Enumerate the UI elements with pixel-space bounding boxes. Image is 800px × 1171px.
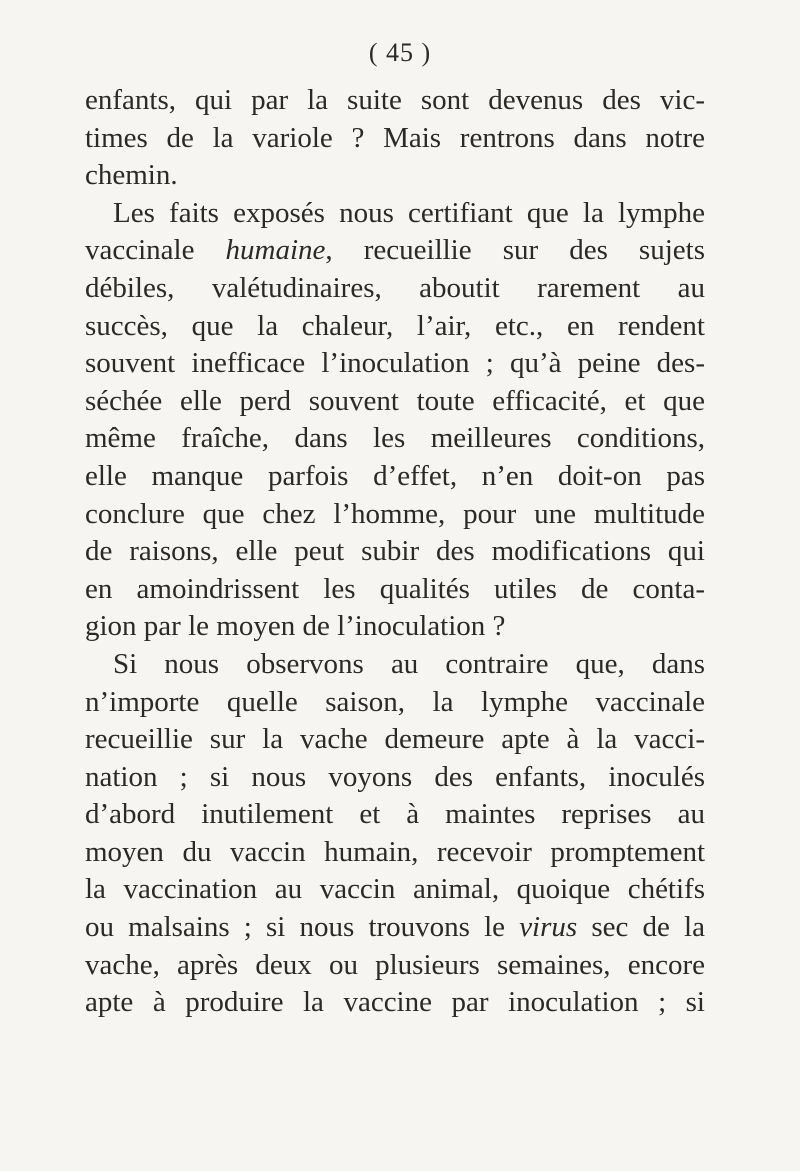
- text-line: succès, que la chaleur, l’air, etc., en rendent: [85, 309, 705, 342]
- text-line: enfants, qui par la suite sont devenus des vic-: [85, 84, 705, 116]
- text-run: , recueillie sur des sujets: [325, 234, 705, 267]
- text-line: moyen du vaccin humain, recevoir promptement: [85, 835, 705, 868]
- text-line: n’importe quelle saison, la lymphe vaccinale: [85, 685, 705, 718]
- body-text: [85, 82, 705, 1022]
- text-line: nation ; si nous voyons des enfants, inoculés: [85, 760, 705, 793]
- text-line: gion par le moyen de l’inoculation ?: [85, 610, 506, 643]
- text-line: même fraîche, dans les meilleures conditions,: [85, 422, 705, 455]
- paragraph-start-line: Si nous observons au contraire que, dans: [113, 647, 705, 680]
- italic-word: humaine: [225, 234, 326, 267]
- text-line: en amoindrissent les qualités utiles de conta-: [85, 572, 705, 605]
- text-line: la vaccination au vaccin animal, quoique chétifs: [85, 873, 705, 906]
- text-line: conclure que chez l’homme, pour une multitude: [85, 497, 705, 530]
- text-line: [85, 232, 705, 270]
- text-line: de raisons, elle peut subir des modifications qui: [85, 535, 705, 568]
- paragraph-start-line: Les faits exposés nous certifiant que la lymphe: [113, 196, 705, 229]
- text-line: vache, après deux ou plusieurs semaines, encore: [85, 948, 705, 981]
- text-line: d’abord inutilement et à maintes reprises au: [85, 798, 705, 831]
- text-line: apte à produire la vaccine par inoculation ; si: [85, 986, 705, 1019]
- text-line: ou malsains ; si nous trouvons le virus sec de la: [85, 911, 705, 944]
- italic-word: virus: [519, 911, 578, 944]
- text-line: débiles, valétudinaires, aboutit rarement au: [85, 271, 705, 304]
- text-line: séchée elle perd souvent toute efficacité, et que: [85, 384, 705, 417]
- text-run: vaccinale: [85, 234, 226, 267]
- text-line: recueillie sur la vache demeure apte à la vacci-: [85, 723, 705, 756]
- text-line: times de la variole ? Mais rentrons dans notre: [85, 121, 705, 154]
- page-number: ( 45 ): [368, 38, 432, 67]
- text-line: souvent inefficace l’inoculation ; qu’à peine des-: [85, 347, 705, 380]
- text-line: elle manque parfois d’effet, n’en doit-on pas: [85, 459, 705, 492]
- text-line: chemin.: [85, 159, 178, 192]
